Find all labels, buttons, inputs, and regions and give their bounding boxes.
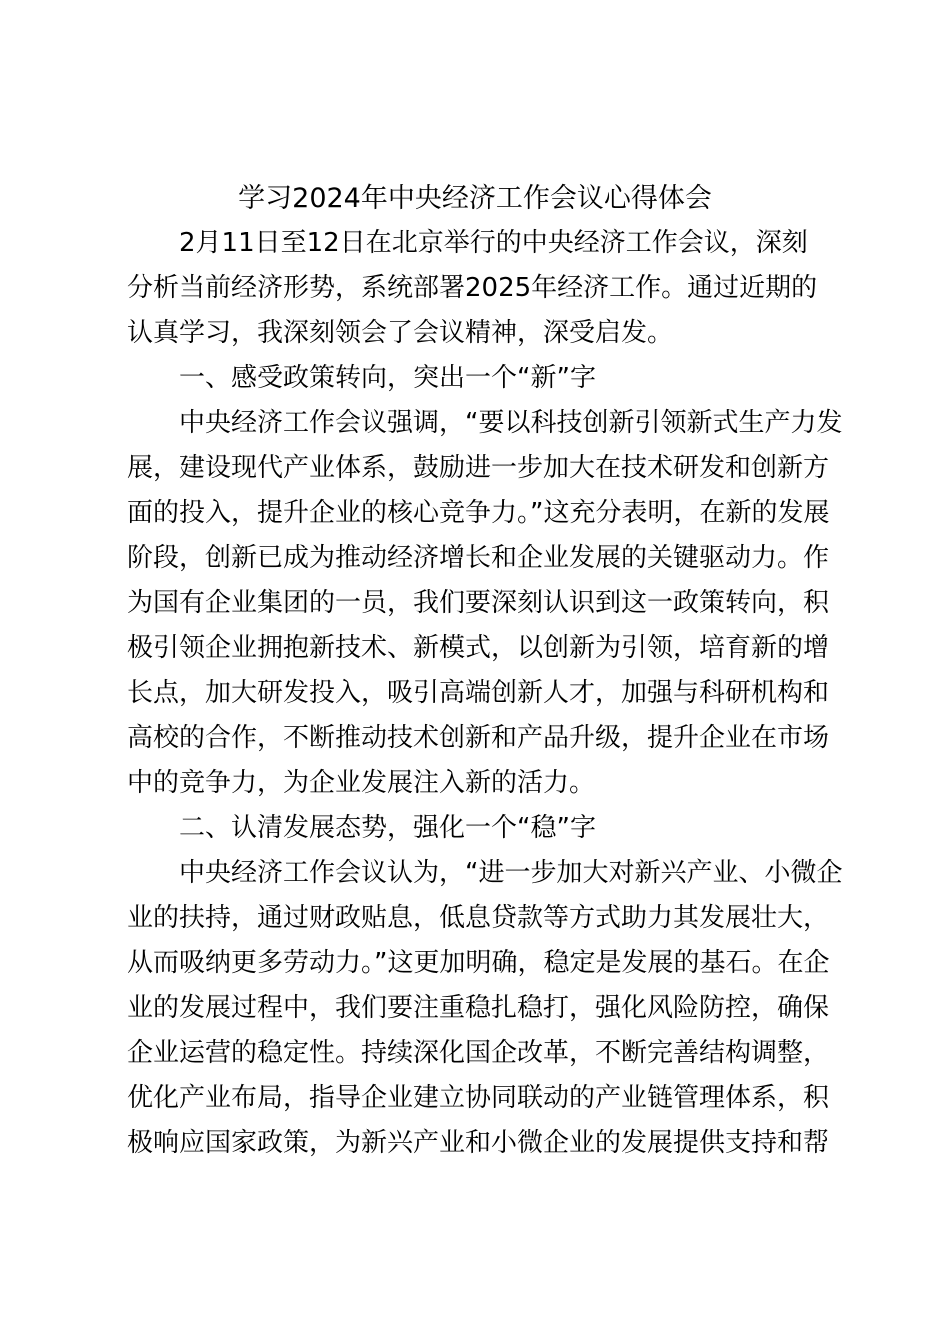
body-line: 中央经济工作会议强调，“要以科技创新引领新式生产力发 bbox=[179, 408, 843, 438]
body-line: 展，建设现代产业体系，鼓励进一步加大在技术研发和创新方 bbox=[127, 453, 830, 483]
body-line: 二、认清发展态势，强化一个“稳”字 bbox=[179, 813, 596, 843]
body-line: 业的扶持，通过财政贴息，低息贷款等方式助力其发展壮大， bbox=[127, 903, 830, 933]
body-line: 中央经济工作会议认为，“进一步加大对新兴产业、小微企 bbox=[179, 858, 843, 888]
body-line: 阶段，创新已成为推动经济增长和企业发展的关键驱动力。作 bbox=[127, 543, 830, 573]
document-body bbox=[127, 221, 843, 1166]
body-line: 企业运营的稳定性。持续深化国企改革，不断完善结构调整， bbox=[127, 1038, 830, 1068]
body-line: 优化产业布局，指导企业建立协同联动的产业链管理体系，积 bbox=[127, 1083, 830, 1113]
body-line: 从而吸纳更多劳动力。”这更加明确，稳定是发展的基石。在企 bbox=[127, 948, 830, 978]
body-line: 2月11日至12日在北京举行的中央经济工作会议，深刻 bbox=[179, 228, 808, 258]
body-line: 一、感受政策转向，突出一个“新”字 bbox=[179, 363, 596, 393]
body-line: 中的竞争力，为企业发展注入新的活力。 bbox=[127, 768, 596, 798]
body-line: 面的投入，提升企业的核心竞争力。”这充分表明，在新的发展 bbox=[127, 498, 830, 528]
document-title: 学习2024年中央经济工作会议心得体会 bbox=[238, 183, 712, 214]
body-line: 长点，加大研发投入，吸引高端创新人才，加强与科研机构和 bbox=[127, 678, 830, 708]
body-line: 分析当前经济形势，系统部署2025年经济工作。通过近期的 bbox=[127, 273, 818, 303]
body-line: 业的发展过程中，我们要注重稳扎稳打，强化风险防控，确保 bbox=[127, 993, 830, 1023]
body-line: 极响应国家政策，为新兴产业和小微企业的发展提供支持和帮 bbox=[127, 1128, 830, 1158]
body-line: 极引领企业拥抱新技术、新模式，以创新为引领，培育新的增 bbox=[127, 633, 830, 663]
body-line: 认真学习，我深刻领会了会议精神，深受启发。 bbox=[127, 318, 674, 348]
body-line: 为国有企业集团的一员，我们要深刻认识到这一政策转向，积 bbox=[127, 588, 830, 618]
body-line: 高校的合作，不断推动技术创新和产品升级，提升企业在市场 bbox=[127, 723, 830, 753]
